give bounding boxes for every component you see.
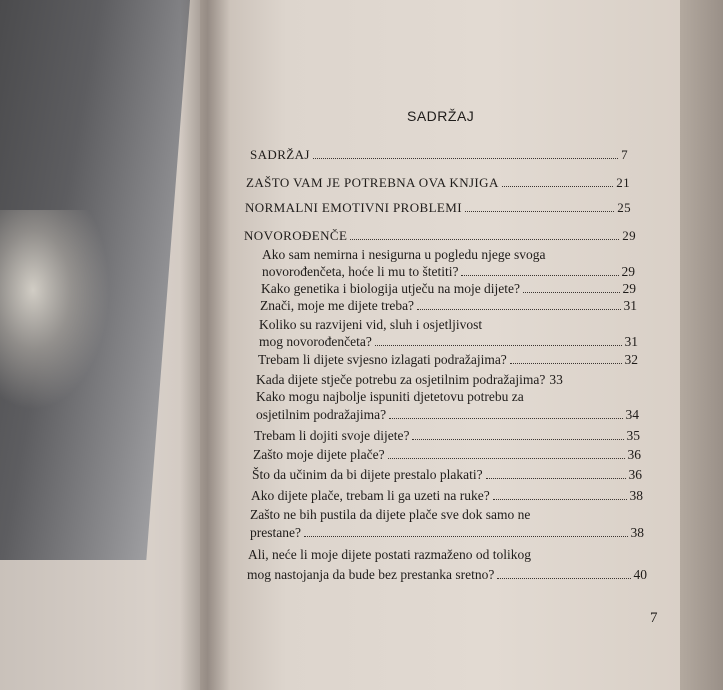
toc-entry-title: SADRŽAJ [250, 147, 310, 162]
toc-entry-title: Znači, moje me dijete treba? [260, 298, 415, 313]
toc-entry-title: prestane? [250, 525, 301, 540]
toc-entry-page: 32 [624, 352, 638, 367]
toc-entry-title: Trebam li dojiti svoje dijete? [254, 428, 410, 443]
toc-leader-dots [486, 467, 626, 479]
toc-main-entry [244, 227, 636, 244]
toc-entry-title: Kako genetika i biologija utječu na moje dijete? [261, 281, 521, 296]
toc-leader-dots [388, 447, 625, 459]
toc-sub-entry [256, 406, 639, 423]
toc-entry-page: 29 [622, 228, 636, 243]
toc-entry-page: 38 [629, 488, 643, 503]
toc-entry-title: ZAŠTO VAM JE POTREBNA OVA KNJIGA [246, 175, 499, 190]
toc-entry-title: Trebam li dijete svjesno izlagati podražajima? [258, 352, 507, 367]
toc-entry-title: Kada dijete stječe potrebu za osjetilnim podražajima? [256, 372, 546, 387]
toc-entry-title: NOVOROĐENČE [244, 228, 348, 243]
toc-sub-entry [252, 466, 642, 483]
page-heading: SADRŽAJ [407, 108, 475, 124]
toc-leader-dots [461, 264, 618, 276]
toc-leader-dots [523, 281, 619, 293]
toc-leader-dots [412, 428, 623, 440]
toc-entry-page: 34 [625, 407, 639, 422]
toc-entry-page: 31 [623, 298, 637, 313]
toc-leader-dots [304, 525, 628, 537]
toc-sub-entry [259, 333, 638, 350]
toc-leader-dots [389, 407, 622, 419]
toc-entry-title: novorođenčeta, hoće li mu to štetiti? [262, 264, 459, 279]
toc-sub-entry [250, 524, 644, 541]
toc-entry-page: 7 [621, 147, 628, 162]
toc-sub-entry [256, 371, 639, 388]
toc-sub-entry [258, 351, 638, 368]
toc-entry-page: 25 [617, 200, 631, 215]
toc-sub-entry-line: Ali, neće li moje dijete postati razmaženo od tolikog [248, 547, 532, 562]
toc-main-entry [245, 199, 631, 216]
toc-leader-dots [350, 228, 619, 240]
toc-sub-entry [254, 427, 640, 444]
toc-sub-entry [262, 263, 635, 280]
toc-main-entry [246, 174, 630, 191]
toc-entry-page: 33 [549, 372, 563, 387]
toc-sub-entry [251, 487, 643, 504]
toc-entry-title: osjetilnim podražajima? [256, 407, 387, 422]
toc-leader-dots [375, 334, 622, 346]
toc-leader-dots [502, 175, 613, 187]
toc-entry-page: 36 [628, 467, 642, 482]
toc-sub-entry [260, 297, 637, 314]
toc-entry-title: mog nastojanja da bude bez prestanka sretno? [247, 567, 495, 582]
toc-entry-title: Zašto moje dijete plače? [253, 447, 385, 462]
toc-entry-page: 29 [622, 281, 636, 296]
toc-sub-entry-line: Zašto ne bih pustila da dijete plače sve dok samo ne [250, 507, 531, 522]
toc-sub-entry [261, 280, 636, 297]
toc-sub-entry [253, 446, 641, 463]
toc-main-entry [250, 146, 628, 163]
toc-sub-entry-line: Ako sam nemirna i nesigurna u pogledu njege svoga [262, 247, 546, 262]
toc-sub-entry-line: Koliko su razvijeni vid, sluh i osjetljivost [259, 317, 483, 332]
toc-leader-dots [465, 200, 614, 212]
toc-entry-title: Što da učinim da bi dijete prestalo plakati? [252, 467, 483, 482]
toc-sub-entry [247, 566, 647, 583]
toc-leader-dots [493, 488, 627, 500]
page-number: 7 [650, 610, 658, 626]
toc-entry-page: 21 [616, 175, 630, 190]
toc-entry-page: 40 [633, 567, 647, 582]
toc-entry-page: 35 [626, 428, 640, 443]
toc-entry-title: NORMALNI EMOTIVNI PROBLEMI [245, 200, 462, 215]
toc-entry-title: mog novorođenčeta? [259, 334, 372, 349]
toc-entry-page: 31 [624, 334, 638, 349]
toc-leader-dots [510, 352, 622, 364]
toc-entry-title: Ako dijete plače, trebam li ga uzeti na ruke? [251, 488, 490, 503]
toc-leader-dots [497, 567, 630, 579]
toc-entry-page: 38 [630, 525, 644, 540]
toc-entry-page: 29 [621, 264, 635, 279]
toc-entry-page: 36 [627, 447, 641, 462]
toc-sub-entry-line: Kako mogu najbolje ispuniti djetetovu potrebu za [256, 389, 524, 404]
toc-leader-dots [313, 147, 618, 159]
toc-leader-dots [417, 298, 620, 310]
